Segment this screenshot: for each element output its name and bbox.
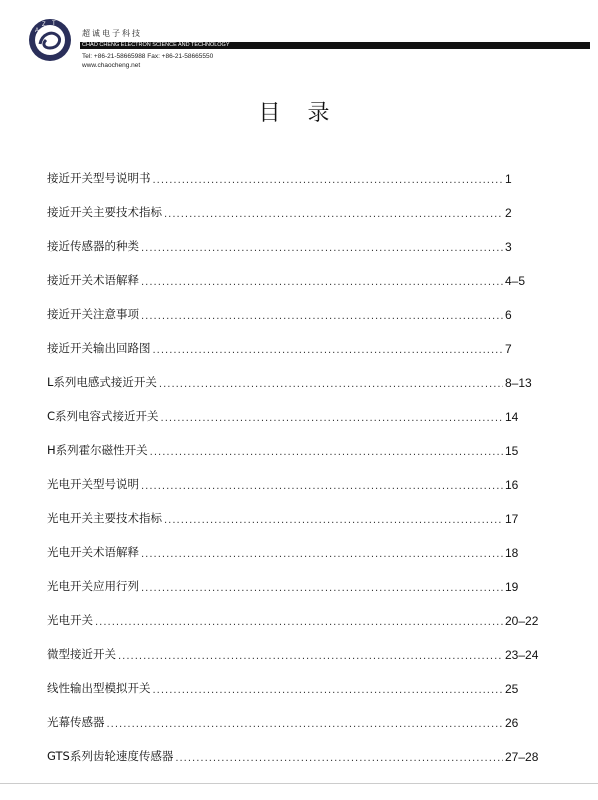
svg-text:A: A	[35, 28, 40, 34]
table-of-contents	[47, 152, 567, 764]
toc-entry-title: 接近开关输出回路图	[47, 341, 151, 355]
toc-entry[interactable]	[47, 730, 567, 764]
toc-entry-title: C系列电容式接近开关	[47, 409, 159, 423]
toc-entry[interactable]	[47, 560, 567, 594]
toc-entry[interactable]	[47, 288, 567, 322]
toc-leader-dots	[159, 379, 503, 390]
toc-entry-title: 光电开关主要技术指标	[47, 511, 162, 525]
toc-entry-title: 接近开关注意事项	[47, 307, 139, 321]
toc-leader-dots	[141, 481, 503, 492]
toc-entry-page: 23–24	[505, 648, 539, 662]
toc-entry-page: 19	[505, 580, 519, 594]
toc-leader-dots	[141, 583, 503, 594]
toc-entry-title: 线性输出型模拟开关	[47, 681, 151, 695]
page-title: 目 录	[258, 101, 340, 126]
toc-entry[interactable]	[47, 186, 567, 220]
toc-entry-title: 接近开关术语解释	[47, 273, 139, 287]
toc-entry-page: 7	[505, 342, 512, 356]
toc-leader-dots	[175, 753, 503, 764]
toc-entry-page: 27–28	[505, 750, 539, 764]
toc-entry[interactable]	[47, 662, 567, 696]
toc-entry[interactable]	[47, 594, 567, 628]
toc-entry-title: 光电开关术语解释	[47, 545, 139, 559]
toc-entry[interactable]	[47, 458, 567, 492]
toc-leader-dots	[153, 685, 504, 696]
toc-entry-page: 26	[505, 716, 519, 730]
toc-leader-dots	[141, 243, 503, 254]
website-link[interactable]: www.chaocheng.net	[82, 62, 141, 69]
svg-text:T: T	[52, 21, 56, 27]
toc-leader-dots	[153, 345, 504, 356]
toc-entry-page: 3	[505, 240, 512, 254]
toc-leader-dots	[141, 277, 503, 288]
toc-entry[interactable]	[47, 424, 567, 458]
toc-entry-title: 接近开关主要技术指标	[47, 205, 162, 219]
toc-entry[interactable]	[47, 390, 567, 424]
company-name-en: CHAO CHENG ELECTRON SCIENCE AND TECHNOLOGY	[80, 42, 590, 49]
toc-entry-page: 17	[505, 512, 519, 526]
toc-entry-title: L系列电感式接近开关	[47, 375, 157, 389]
toc-leader-dots	[153, 175, 504, 186]
toc-entry-page: 14	[505, 410, 519, 424]
footer-divider	[0, 783, 598, 784]
company-name-cn: 超诚电子科技	[82, 29, 142, 38]
toc-leader-dots	[164, 515, 503, 526]
toc-leader-dots	[95, 617, 503, 628]
toc-entry[interactable]	[47, 254, 567, 288]
toc-entry-page: 25	[505, 682, 519, 696]
toc-leader-dots	[141, 311, 503, 322]
toc-entry[interactable]	[47, 526, 567, 560]
toc-leader-dots	[118, 651, 503, 662]
toc-entry-title: H系列霍尔磁性开关	[47, 443, 148, 457]
toc-entry-page: 1	[505, 172, 512, 186]
toc-entry[interactable]	[47, 492, 567, 526]
toc-entry-title: 光电开关	[47, 613, 93, 627]
toc-entry-title: 接近开关型号说明书	[47, 171, 151, 185]
toc-entry-page: 20–22	[505, 614, 539, 628]
toc-entry-page: 16	[505, 478, 519, 492]
toc-entry[interactable]	[47, 152, 567, 186]
toc-entry[interactable]	[47, 220, 567, 254]
toc-entry[interactable]	[47, 696, 567, 730]
toc-entry-page: 2	[505, 206, 512, 220]
toc-entry[interactable]	[47, 628, 567, 662]
toc-entry-title: 微型接近开关	[47, 647, 116, 661]
toc-entry-title: 光幕传感器	[47, 715, 105, 729]
toc-leader-dots	[164, 209, 503, 220]
toc-entry-title: 接近传感器的种类	[47, 239, 139, 253]
toc-entry-page: 6	[505, 308, 512, 322]
page-header	[28, 18, 590, 78]
toc-leader-dots	[141, 549, 503, 560]
toc-leader-dots	[150, 447, 503, 458]
contact-info: Tel: +86-21-58665988 Fax: +86-21-58665550	[82, 53, 214, 60]
toc-entry-title: 光电开关应用行列	[47, 579, 139, 593]
toc-entry-page: 8–13	[505, 376, 532, 390]
svg-text:Z: Z	[42, 22, 46, 28]
toc-leader-dots	[107, 719, 504, 730]
toc-entry[interactable]	[47, 356, 567, 390]
toc-entry[interactable]	[47, 322, 567, 356]
toc-entry-page: 4–5	[505, 274, 526, 288]
toc-entry-title: 光电开关型号说明	[47, 477, 139, 491]
toc-leader-dots	[161, 413, 503, 424]
toc-entry-page: 18	[505, 546, 519, 560]
toc-entry-page: 15	[505, 444, 519, 458]
company-logo-icon	[28, 18, 72, 62]
toc-entry-title: GTS系列齿轮速度传感器	[47, 749, 174, 763]
